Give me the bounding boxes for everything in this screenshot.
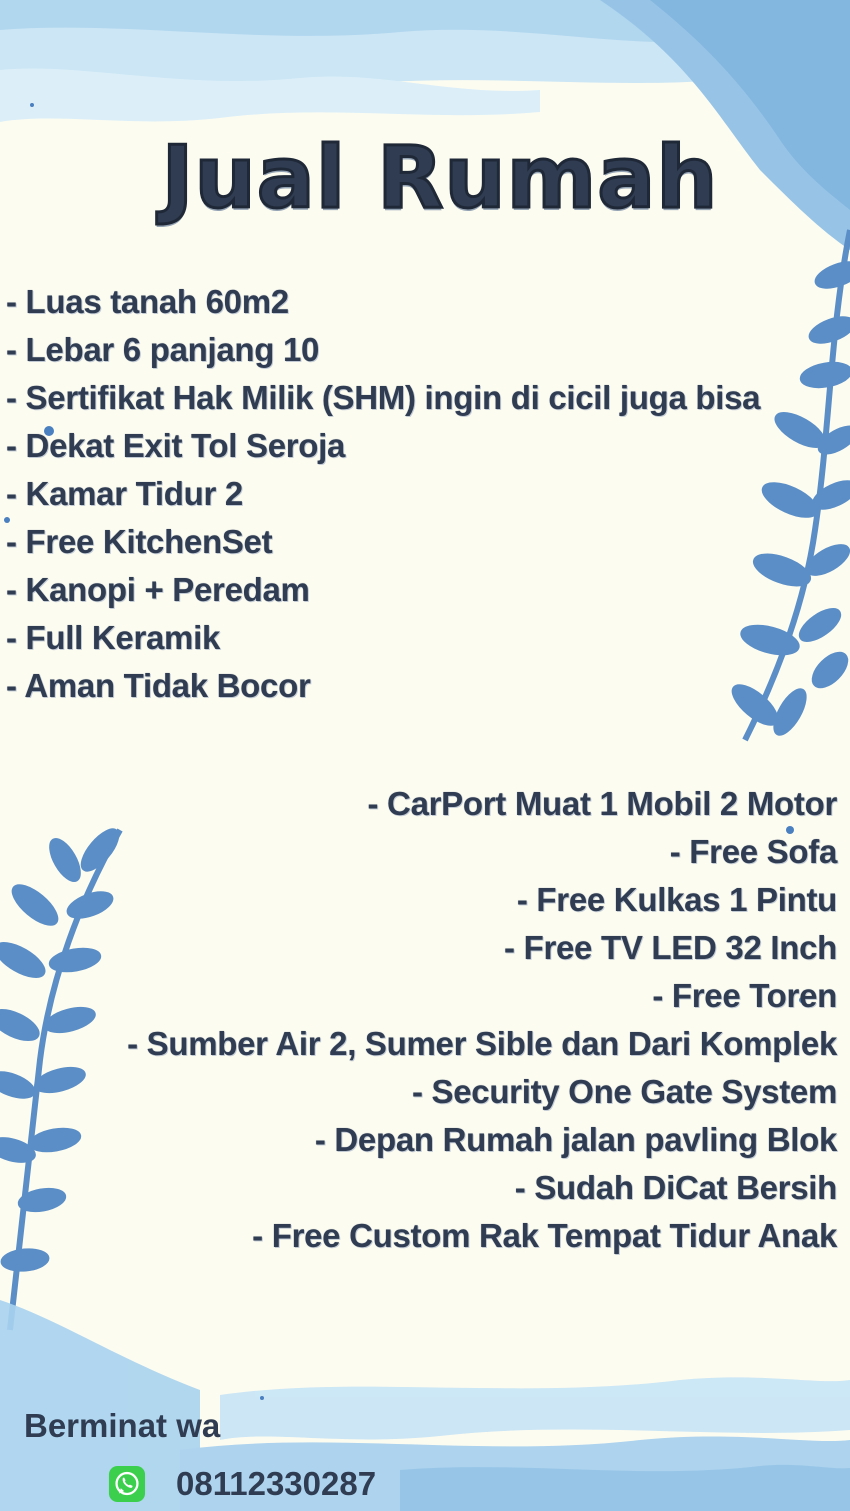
list-item: - CarPort Muat 1 Mobil 2 Motor [367,785,837,822]
whatsapp-icon [108,1465,146,1503]
contact-row [108,1460,376,1508]
poster-title: Jual Rumah [161,128,719,228]
list-item: - Free TV LED 32 Inch [504,929,837,966]
list-item: - Sumber Air 2, Sumer Sible dan Dari Komplek [127,1025,837,1062]
list-item: - Free Kulkas 1 Pintu [516,881,837,918]
list-item: - Aman Tidak Bocor [6,667,311,704]
list-item: - Sudah DiCat Bersih [514,1169,837,1206]
list-item: - Security One Gate System [411,1073,837,1110]
list-item: - Luas tanah 60m2 [6,283,289,320]
list-item: - Lebar 6 panjang 10 [6,331,320,368]
list-item: - Sertifikat Hak Milik (SHM) ingin di cicil juga bisa [6,379,761,416]
list-item: - Full Keramik [6,619,221,656]
list-item: - Dekat Exit Tol Seroja [6,427,346,464]
contact-label: Berminat wa [24,1407,221,1444]
left-leaf-branch [0,823,125,1330]
list-item: - Depan Rumah jalan pavling Blok [314,1121,837,1158]
phone-number: 08112330287 [176,1465,377,1502]
feature-list-right [127,782,837,1262]
list-item: - Kamar Tidur 2 [6,475,243,512]
list-item: - Free Toren [652,977,837,1014]
list-item: - Free KitchenSet [6,523,273,560]
list-item: - Free Sofa [669,833,837,870]
list-item: - Free Custom Rak Tempat Tidur Anak [252,1217,837,1254]
list-item: - Kanopi + Peredam [6,571,310,608]
feature-list-left [6,280,760,712]
